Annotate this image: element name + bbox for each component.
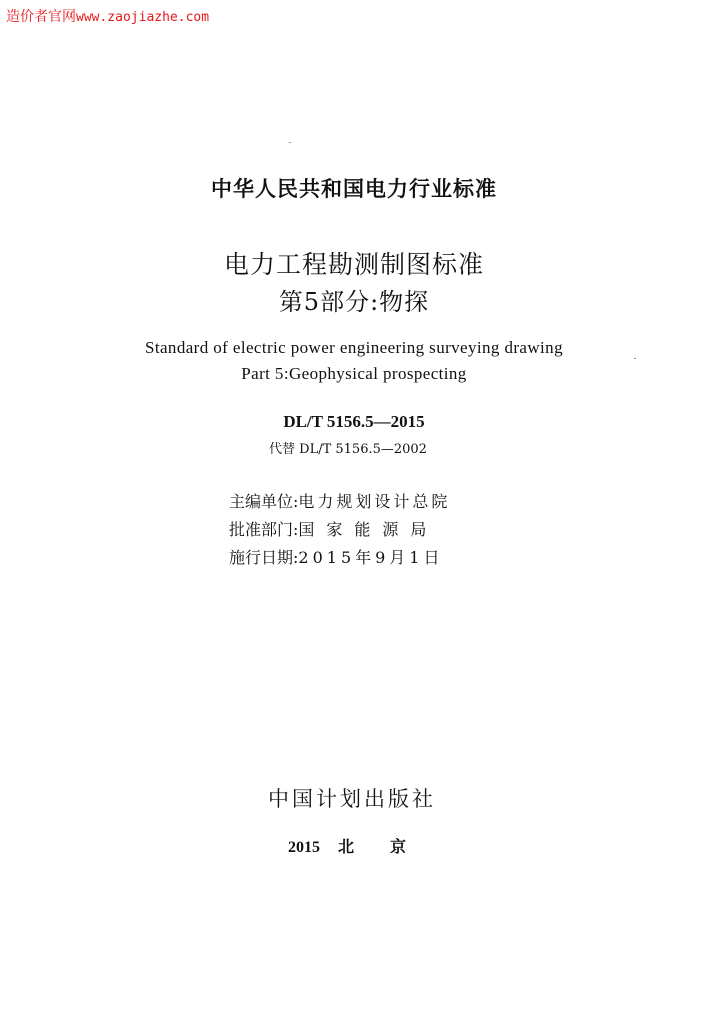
organization-heading: 中华人民共和国电力行业标准 (211, 177, 497, 201)
watermark-site-name: 造价者官网 (6, 9, 76, 25)
publisher-name: 中国计划出版社 (268, 787, 436, 811)
info-block (229, 488, 450, 572)
approver-value: 国家能源局 (298, 520, 439, 539)
effective-date-row (229, 544, 450, 572)
editor-value: 电力规划设计总院 (298, 492, 451, 511)
subtitle-english: Part 5:Geophysical prospecting (241, 364, 467, 383)
approver-label: 批准部门: (229, 520, 299, 539)
publication-year: 2015 (288, 839, 320, 856)
watermark (6, 6, 209, 26)
editor-label: 主编单位: (229, 492, 299, 511)
replaces-standard: 代替 DL/T 5156.5—2002 (269, 442, 427, 457)
publication-city: 北京 (338, 839, 443, 856)
publication-info (288, 834, 442, 857)
editor-row (229, 488, 450, 516)
approver-row (229, 516, 450, 544)
effective-label: 施行日期: (229, 548, 299, 567)
scan-speck (289, 142, 291, 143)
title-chinese: 电力工程勘测制图标准 (223, 250, 484, 279)
scan-speck (634, 358, 636, 359)
standard-code: DL/T 5156.5—2015 (283, 412, 425, 431)
watermark-url[interactable]: www.zaojiazhe.com (76, 10, 210, 25)
effective-value: 2015年9月1日 (298, 548, 444, 567)
title-english: Standard of electric power engineering surveying drawing (145, 338, 563, 357)
subtitle-chinese: 第5部分:物探 (278, 288, 430, 316)
